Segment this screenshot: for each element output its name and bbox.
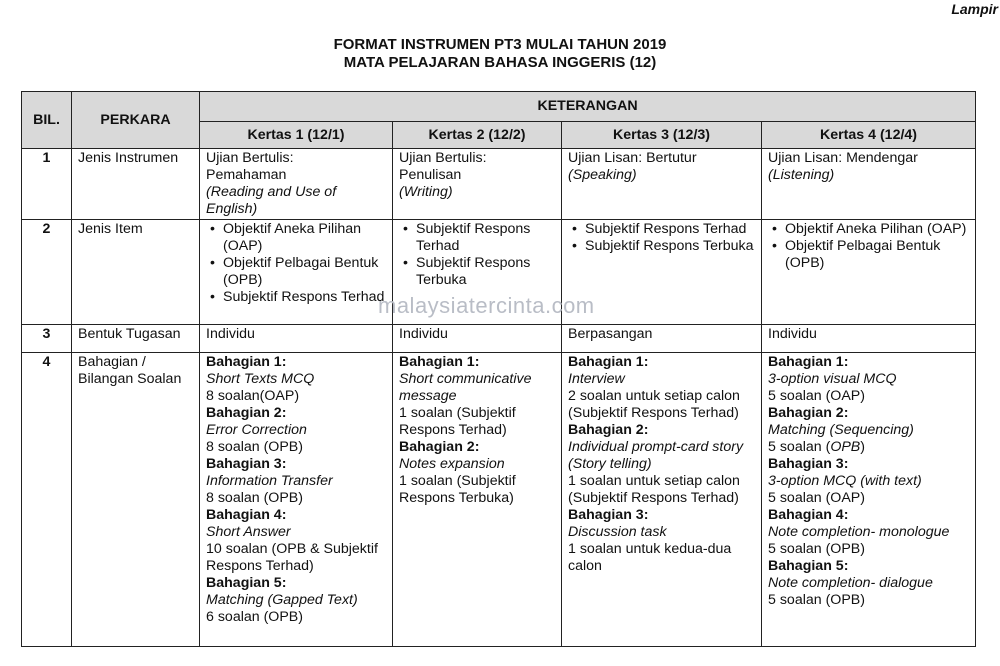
cell-k2 xyxy=(393,149,562,220)
count-type: OPB xyxy=(830,439,861,455)
section-task: Note completion- dialogue xyxy=(768,575,933,591)
section-count: 8 soalan(OAP) xyxy=(206,388,300,404)
section-count: 1 soalan untuk setiap calon (Subjektif Respons Terhad) xyxy=(568,473,740,506)
section-heading: Bahagian 1: xyxy=(568,354,649,370)
cell-k3 xyxy=(562,353,762,647)
cell-k1 xyxy=(200,353,393,647)
row-number: 1 xyxy=(22,149,72,220)
section-count: 2 soalan untuk setiap calon (Subjektif Respons Terhad) xyxy=(568,388,740,421)
cell-k3: Berpasangan xyxy=(562,325,762,353)
header-perkara: PERKARA xyxy=(72,92,200,149)
section-count xyxy=(768,439,969,456)
cell-k4 xyxy=(762,149,976,220)
section-count: 5 soalan (OPB) xyxy=(768,592,865,608)
table-row xyxy=(22,353,976,647)
section-heading: Bahagian 1: xyxy=(206,354,287,370)
cell-text: Ujian Bertulis: xyxy=(206,150,294,166)
section-heading: Bahagian 5: xyxy=(206,575,287,591)
cell-text-italic: (Writing) xyxy=(399,184,453,200)
format-table xyxy=(21,91,976,647)
section-task: 3-option MCQ (with text) xyxy=(768,473,922,489)
watermark: malaysiatercinta.com xyxy=(378,293,595,318)
cell-text: Ujian Lisan: Mendengar xyxy=(768,150,918,166)
cell-text: Penulisan xyxy=(399,167,462,183)
section-heading: Bahagian 3: xyxy=(568,507,649,523)
section-task-matching: Matching xyxy=(206,592,264,608)
header-kertas-3: Kertas 3 (12/3) xyxy=(562,122,762,149)
section-count: 8 soalan (OPB) xyxy=(206,490,303,506)
header-keterangan: KETERANGAN xyxy=(200,92,976,122)
cell-text: Pemahaman xyxy=(206,167,287,183)
lampiran-label: Lampir xyxy=(951,1,998,17)
cell-k4 xyxy=(762,353,976,647)
section-task: Short Answer xyxy=(206,524,291,540)
section-heading: Bahagian 2: xyxy=(399,439,480,455)
section-count: 5 soalan (OAP) xyxy=(768,490,865,506)
header-kertas-2: Kertas 2 (12/2) xyxy=(393,122,562,149)
row-perkara: Jenis Item xyxy=(72,220,200,325)
section-task: Discussion task xyxy=(568,524,667,540)
row-number: 4 xyxy=(22,353,72,647)
row-perkara: Bahagian / Bilangan Soalan xyxy=(72,353,200,647)
table-row xyxy=(22,325,976,353)
list-item: • Objektif Aneka Pilihan (OAP) xyxy=(206,221,386,255)
section-task: Individual prompt-card story (Story telling) xyxy=(568,439,744,472)
row-number: 3 xyxy=(22,325,72,353)
section-count: 10 soalan (OPB & Subjektif Respons Terhad) xyxy=(206,541,378,574)
cell-k4 xyxy=(762,220,976,325)
list-item: • Objektif Aneka Pilihan (OAP) xyxy=(768,221,969,238)
section-heading: Bahagian 5: xyxy=(768,558,849,574)
section-count: 1 soalan (Subjektif Respons Terbuka) xyxy=(399,473,516,506)
section-task: Interview xyxy=(568,371,625,387)
cell-k2: Individu xyxy=(393,325,562,353)
section-task xyxy=(206,592,386,609)
cell-k3 xyxy=(562,149,762,220)
section-count: 5 soalan (OAP) xyxy=(768,388,865,404)
section-heading: Bahagian 2: xyxy=(568,422,649,438)
section-task: Matching (Sequencing) xyxy=(768,422,914,438)
count-suffix: ) xyxy=(860,439,866,455)
row-perkara: Jenis Instrumen xyxy=(72,149,200,220)
section-count: 1 soalan (Subjektif Respons Terhad) xyxy=(399,405,516,438)
cell-k4: Individu xyxy=(762,325,976,353)
list-item: • Subjektif Respons Terhad xyxy=(206,289,386,306)
row-perkara: Bentuk Tugasan xyxy=(72,325,200,353)
document-title-line2: MATA PELAJARAN BAHASA INGGERIS (12) xyxy=(343,54,657,71)
section-task: 3-option visual MCQ xyxy=(768,371,897,387)
header-bil: BIL. xyxy=(22,92,72,149)
cell-k1 xyxy=(200,149,393,220)
section-count: 8 soalan (OPB) xyxy=(206,439,303,455)
header-kertas-1: Kertas 1 (12/1) xyxy=(200,122,393,149)
section-heading: Bahagian 2: xyxy=(768,405,849,421)
section-task-gapped: (Gapped Text) xyxy=(267,592,358,608)
cell-text-italic: (Reading and Use of English) xyxy=(206,184,337,217)
cell-k2 xyxy=(393,353,562,647)
cell-text: Ujian Lisan: Bertutur xyxy=(568,150,697,166)
list-item: • Subjektif Respons Terhad xyxy=(399,221,555,255)
section-count: 5 soalan (OPB) xyxy=(768,541,865,557)
count-prefix: 5 soalan ( xyxy=(768,439,831,455)
document-title-line1: FORMAT INSTRUMEN PT3 MULAI TAHUN 2019 xyxy=(333,36,667,53)
section-heading: Bahagian 4: xyxy=(768,507,849,523)
section-task: Information Transfer xyxy=(206,473,333,489)
section-count: 6 soalan (OPB) xyxy=(206,609,303,625)
section-task: Short Texts MCQ xyxy=(206,371,315,387)
cell-text: Ujian Bertulis: xyxy=(399,150,487,166)
list-item: • Objektif Pelbagai Bentuk (OPB) xyxy=(768,238,969,272)
section-task: Short communicative message xyxy=(399,371,532,404)
section-task: Notes expansion xyxy=(399,456,505,472)
table-row xyxy=(22,149,976,220)
section-heading: Bahagian 3: xyxy=(206,456,287,472)
list-item: • Subjektif Respons Terhad xyxy=(568,221,755,238)
section-task: Error Correction xyxy=(206,422,307,438)
list-item: • Subjektif Respons Terbuka xyxy=(568,238,755,255)
cell-text-italic: (Listening) xyxy=(768,167,835,183)
section-heading: Bahagian 1: xyxy=(768,354,849,370)
list-item: • Objektif Pelbagai Bentuk (OPB) xyxy=(206,255,386,289)
list-item: • Subjektif Respons Terbuka xyxy=(399,255,555,289)
section-heading: Bahagian 1: xyxy=(399,354,480,370)
cell-text-italic: (Speaking) xyxy=(568,167,637,183)
section-heading: Bahagian 4: xyxy=(206,507,287,523)
section-heading: Bahagian 2: xyxy=(206,405,287,421)
cell-k1 xyxy=(200,220,393,325)
header-kertas-4: Kertas 4 (12/4) xyxy=(762,122,976,149)
section-count: 1 soalan untuk kedua-dua calon xyxy=(568,541,732,574)
row-number: 2 xyxy=(22,220,72,325)
section-task: Note completion- monologue xyxy=(768,524,950,540)
section-heading: Bahagian 3: xyxy=(768,456,849,472)
cell-k1: Individu xyxy=(200,325,393,353)
